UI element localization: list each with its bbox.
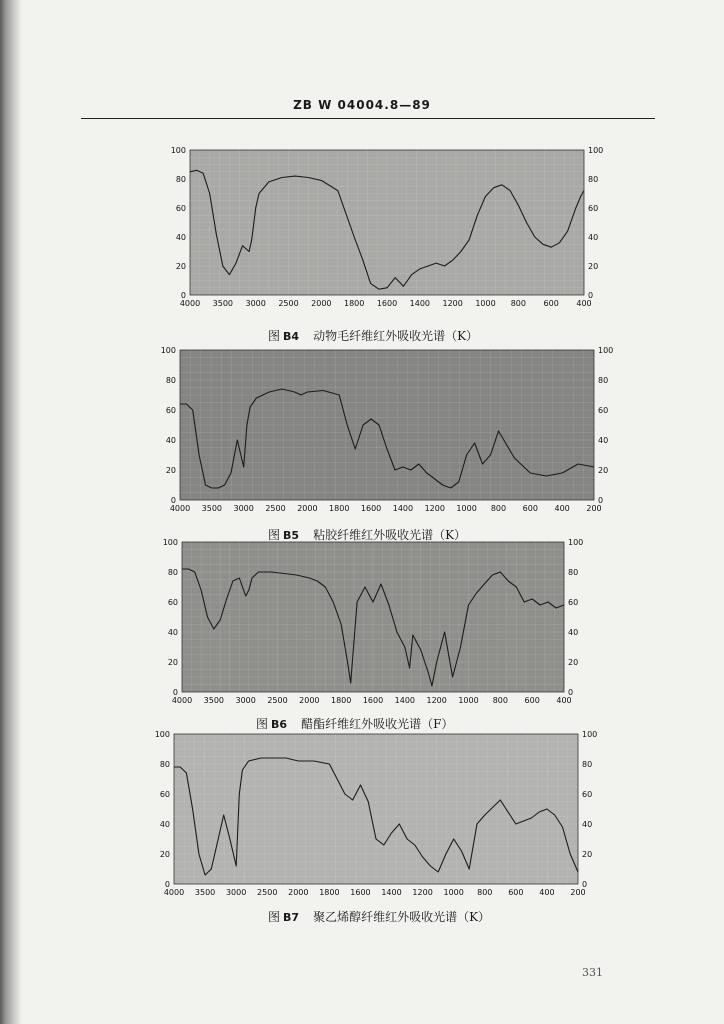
figure-label: 图 — [268, 910, 281, 924]
y-tick-label-left: 40 — [165, 436, 176, 445]
figure-title: 聚乙烯醇纤维红外吸收光谱（K） — [313, 910, 491, 924]
x-tick-label: 2000 — [311, 299, 332, 308]
x-tick-label: 200 — [570, 888, 586, 897]
y-tick-label-left: 100 — [154, 730, 170, 739]
x-tick-label: 3000 — [225, 888, 247, 897]
y-tick-label-right: 0 — [588, 291, 594, 300]
scan-binding-edge — [0, 0, 22, 1024]
figure-number: B7 — [283, 911, 300, 924]
figure-caption-b7 — [268, 908, 490, 925]
x-tick-label: 2500 — [265, 504, 286, 513]
y-tick-label-left: 80 — [165, 376, 176, 385]
x-tick-label: 3500 — [203, 696, 225, 705]
spectrum-svg-b4 — [170, 145, 605, 317]
x-tick-label: 1800 — [329, 504, 350, 513]
y-tick-label-right: 0 — [598, 496, 604, 505]
x-tick-label: 1800 — [330, 696, 352, 705]
y-tick-label-left: 60 — [175, 204, 186, 213]
y-tick-label-right: 100 — [588, 146, 604, 155]
y-tick-label-right: 80 — [582, 760, 593, 769]
x-tick-label: 4000 — [171, 696, 193, 705]
y-tick-label-left: 0 — [164, 880, 170, 889]
y-tick-label-left: 0 — [180, 291, 186, 300]
y-tick-label-left: 60 — [165, 406, 176, 415]
x-tick-label: 1600 — [376, 299, 398, 308]
x-tick-label: 600 — [522, 504, 538, 513]
x-tick-label: 2000 — [297, 504, 318, 513]
y-tick-label-right: 80 — [568, 568, 579, 577]
x-tick-label: 3000 — [235, 696, 256, 705]
x-tick-label: 2500 — [257, 888, 278, 897]
x-tick-label: 2000 — [299, 696, 320, 705]
figure-label: 图 — [256, 717, 269, 731]
spectrum-svg-b7 — [148, 730, 608, 902]
x-tick-label: 2000 — [288, 888, 309, 897]
x-tick-label: 2500 — [267, 696, 288, 705]
figure-number: B6 — [271, 718, 288, 731]
x-tick-label: 800 — [490, 504, 507, 513]
page-number: 331 — [582, 966, 603, 979]
y-tick-label-left: 100 — [162, 538, 178, 547]
y-tick-label-left: 60 — [167, 598, 178, 607]
y-tick-label-right: 100 — [582, 730, 598, 739]
y-tick-label-right: 80 — [598, 376, 609, 385]
x-tick-label: 1200 — [426, 696, 447, 705]
x-tick-label: 1600 — [360, 504, 382, 513]
y-tick-label-right: 40 — [582, 820, 593, 829]
y-tick-label-left: 40 — [167, 628, 178, 637]
x-tick-label: 3000 — [245, 299, 266, 308]
figure-caption-b4 — [268, 327, 478, 344]
x-tick-label: 800 — [492, 696, 508, 705]
x-tick-label: 1800 — [343, 299, 365, 308]
y-tick-label-left: 80 — [159, 760, 170, 769]
spectrum-svg-b6 — [152, 538, 592, 710]
y-tick-label-right: 80 — [588, 175, 599, 184]
spectrum-chart-b7 — [148, 730, 608, 902]
spectrum-svg-b5 — [152, 344, 612, 520]
y-tick-label-left: 80 — [175, 175, 186, 184]
figure-title: 粘胶纤维红外吸收光谱（K） — [313, 528, 467, 542]
x-tick-label: 200 — [586, 504, 602, 513]
y-tick-label-left: 20 — [167, 658, 178, 667]
x-tick-label: 800 — [510, 299, 526, 308]
x-tick-label: 400 — [539, 888, 555, 897]
x-tick-label: 1600 — [362, 696, 384, 705]
x-tick-label: 1400 — [409, 299, 431, 308]
y-tick-label-right: 40 — [598, 436, 609, 445]
y-tick-label-right: 60 — [582, 790, 593, 799]
spectrum-chart-b5 — [152, 344, 612, 520]
x-tick-label: 1600 — [350, 888, 371, 897]
x-tick-label: 1800 — [319, 888, 340, 897]
header-rule — [81, 118, 655, 119]
y-tick-label-right: 100 — [598, 346, 614, 355]
y-tick-label-left: 100 — [160, 346, 176, 355]
x-tick-label: 1400 — [381, 888, 402, 897]
x-tick-label: 3500 — [201, 504, 223, 513]
y-tick-label-right: 60 — [588, 204, 599, 213]
figure-label: 图 — [268, 528, 281, 542]
y-tick-label-left: 60 — [159, 790, 170, 799]
x-tick-label: 400 — [556, 696, 572, 705]
y-tick-label-left: 20 — [159, 850, 170, 859]
y-tick-label-right: 100 — [568, 538, 584, 547]
y-tick-label-left: 20 — [165, 466, 176, 475]
y-tick-label-right: 0 — [568, 688, 574, 697]
x-tick-label: 3000 — [233, 504, 254, 513]
figure-title: 动物毛纤维红外吸收光谱（K） — [313, 329, 479, 343]
x-tick-label: 1200 — [412, 888, 433, 897]
x-tick-label: 1400 — [392, 504, 414, 513]
spectrum-chart-b4 — [170, 145, 605, 317]
y-tick-label-right: 60 — [568, 598, 579, 607]
y-tick-label-left: 40 — [159, 820, 170, 829]
x-tick-label: 4000 — [163, 888, 185, 897]
figure-title: 醋酯纤维红外吸收光谱（F） — [301, 717, 454, 731]
y-tick-label-left: 20 — [175, 262, 186, 271]
figure-number: B5 — [283, 529, 300, 542]
y-tick-label-left: 100 — [170, 146, 186, 155]
x-tick-label: 600 — [508, 888, 524, 897]
x-tick-label: 1000 — [458, 696, 479, 705]
x-tick-label: 1000 — [456, 504, 477, 513]
y-tick-label-right: 20 — [588, 262, 599, 271]
y-tick-label-left: 80 — [167, 568, 178, 577]
x-tick-label: 1000 — [475, 299, 496, 308]
figure-number: B4 — [283, 330, 300, 343]
y-tick-label-right: 20 — [568, 658, 579, 667]
x-tick-label: 1200 — [442, 299, 463, 308]
x-tick-label: 1200 — [424, 504, 445, 513]
y-tick-label-left: 0 — [170, 496, 176, 505]
y-tick-label-right: 20 — [582, 850, 593, 859]
x-tick-label: 800 — [477, 888, 493, 897]
y-tick-label-right: 20 — [598, 466, 609, 475]
y-tick-label-right: 40 — [588, 233, 599, 242]
x-tick-label: 2500 — [278, 299, 299, 308]
y-tick-label-right: 0 — [582, 880, 588, 889]
x-tick-label: 4000 — [179, 299, 201, 308]
x-tick-label: 400 — [554, 504, 570, 513]
y-tick-label-right: 60 — [598, 406, 609, 415]
x-tick-label: 4000 — [169, 504, 191, 513]
standard-code: ZB W 04004.8—89 — [293, 98, 431, 112]
y-tick-label-left: 0 — [172, 688, 178, 697]
x-tick-label: 600 — [524, 696, 540, 705]
spectrum-chart-b6 — [152, 538, 592, 710]
x-tick-label: 3500 — [194, 888, 216, 897]
y-tick-label-right: 40 — [568, 628, 579, 637]
x-tick-label: 1000 — [443, 888, 464, 897]
x-tick-label: 600 — [543, 299, 559, 308]
figure-label: 图 — [268, 329, 281, 343]
x-tick-label: 3500 — [212, 299, 234, 308]
x-tick-label: 1400 — [394, 696, 416, 705]
x-tick-label: 400 — [576, 299, 592, 308]
y-tick-label-left: 40 — [175, 233, 186, 242]
